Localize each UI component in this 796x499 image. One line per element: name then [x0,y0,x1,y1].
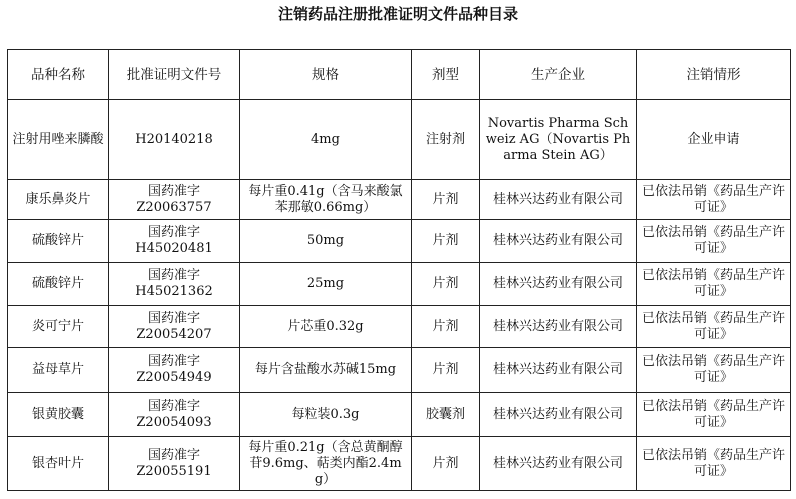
catalog-table [7,49,791,491]
approval-number-line: 国药准字 [147,310,200,326]
cell-name: 银黄胶囊 [8,393,109,437]
table-body [8,100,791,491]
cell-approval-number [109,306,240,348]
cell-cancellation-reason: 已依法吊销《药品生产许可证》 [637,263,791,306]
table-header [8,50,791,100]
cell-cancellation-reason: 已依法吊销《药品生产许可证》 [637,306,791,348]
table-row [8,263,791,306]
cell-name: 益母草片 [8,348,109,393]
approval-number-line: Z20055191 [136,463,212,479]
cell-cancellation-reason: 已依法吊销《药品生产许可证》 [637,437,791,491]
cell-dosage-form: 胶囊剂 [412,393,480,437]
cell-cancellation-reason: 已依法吊销《药品生产许可证》 [637,348,791,393]
cell-name: 银杏叶片 [8,437,109,491]
cell-approval-number [109,393,240,437]
cell-name: 硫酸锌片 [8,263,109,306]
cell-dosage-form: 片剂 [412,180,480,220]
approval-number-line: 国药准字 [147,398,200,414]
table-row [8,306,791,348]
header-row [8,50,791,100]
cell-cancellation-reason: 已依法吊销《药品生产许可证》 [637,393,791,437]
cell-manufacturer: 桂林兴达药业有限公司 [480,437,637,491]
table-row [8,180,791,220]
cell-approval-number [109,180,240,220]
cell-cancellation-reason: 已依法吊销《药品生产许可证》 [637,180,791,220]
cell-spec: 4mg [240,100,412,180]
cell-dosage-form: 注射剂 [412,100,480,180]
column-header-manufacturer: 生产企业 [480,50,637,100]
cell-spec: 50mg [240,220,412,263]
cell-manufacturer: Novartis Pharma Schweiz AG（Novartis Pharma Stein AG） [480,100,637,180]
approval-number-line: H20140218 [135,131,213,147]
approval-number-line: Z20063757 [136,199,212,215]
approval-number-line: Z20054093 [136,414,212,430]
table-row [8,437,791,491]
cell-manufacturer: 桂林兴达药业有限公司 [480,348,637,393]
approval-number-line: 国药准字 [147,354,200,369]
approval-number-line: 国药准字 [147,225,200,240]
approval-number-line: 国药准字 [147,447,200,463]
cell-manufacturer: 桂林兴达药业有限公司 [480,393,637,437]
cell-approval-number [109,100,240,180]
cell-name: 注射用唑来膦酸 [8,100,109,180]
table-row [8,348,791,393]
cell-approval-number [109,437,240,491]
approval-number-line: 国药准字 [147,183,200,199]
cell-dosage-form: 片剂 [412,263,480,306]
cell-spec: 每粒装0.3g [240,393,412,437]
approval-number-line: H45020481 [135,241,213,256]
table-row [8,100,791,180]
cell-spec: 片芯重0.32g [240,306,412,348]
cell-cancellation-reason: 已依法吊销《药品生产许可证》 [637,220,791,263]
column-header-name: 品种名称 [8,50,109,100]
cell-dosage-form: 片剂 [412,437,480,491]
table-row [8,220,791,263]
page-title: 注销药品注册批准证明文件品种目录 [277,5,518,23]
cell-dosage-form: 片剂 [412,348,480,393]
column-header-approval-number: 批准证明文件号 [109,50,240,100]
cell-manufacturer: 桂林兴达药业有限公司 [480,220,637,263]
cell-manufacturer: 桂林兴达药业有限公司 [480,263,637,306]
cell-spec: 每片重0.21g（含总黄酮醇苷9.6mg、萜类内酯2.4mg） [240,437,412,491]
approval-number-line: Z20054949 [136,370,212,385]
column-header-dosage-form: 剂型 [412,50,480,100]
column-header-cancellation-reason: 注销情形 [637,50,791,100]
cell-manufacturer: 桂林兴达药业有限公司 [480,306,637,348]
approval-number-line: 国药准字 [147,268,200,283]
cell-approval-number [109,263,240,306]
cell-cancellation-reason: 企业申请 [637,100,791,180]
cell-approval-number [109,348,240,393]
cell-approval-number [109,220,240,263]
table-row [8,393,791,437]
approval-number-line: H45021362 [135,284,213,299]
cell-spec: 每片重0.41g（含马来酸氯苯那敏0.66mg） [240,180,412,220]
cell-spec: 25mg [240,263,412,306]
column-header-spec: 规格 [240,50,412,100]
cell-name: 硫酸锌片 [8,220,109,263]
approval-number-line: Z20054207 [136,326,212,342]
cell-dosage-form: 片剂 [412,220,480,263]
cell-name: 康乐鼻炎片 [8,180,109,220]
cell-manufacturer: 桂林兴达药业有限公司 [480,180,637,220]
cell-dosage-form: 片剂 [412,306,480,348]
cell-spec: 每片含盐酸水苏碱15mg [240,348,412,393]
cell-name: 炎可宁片 [8,306,109,348]
